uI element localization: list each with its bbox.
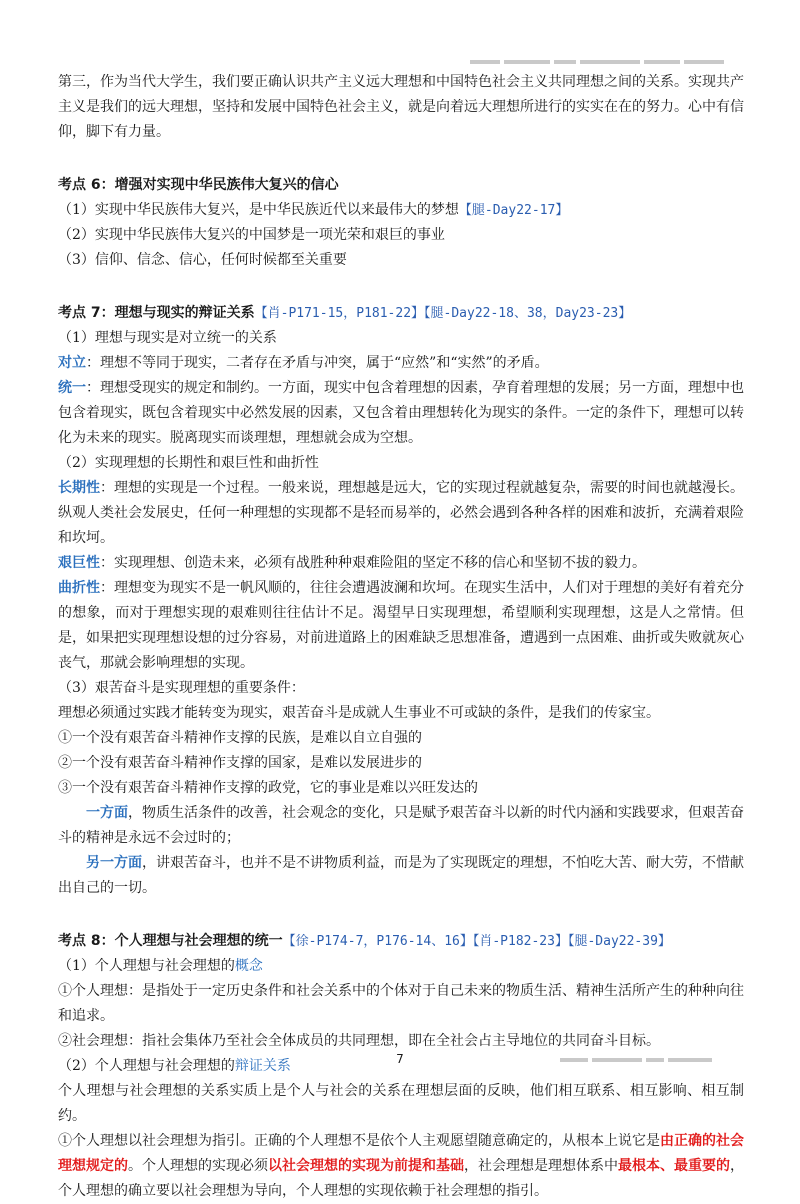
k7-opposition: 对立：理想不等同于现实，二者存在矛盾与冲突，属于“应然”和“实然”的矛盾。 [58, 355, 549, 371]
k7-tortuous: 曲折性：理想变为现实不是一帆风顺的，往往会遭遇波澜和坎坷。在现实生活中，人们对于理想的美好有着充分的想象，而对于理想实现的艰难则往往估计不足。渴望早日实现理想，希望顺利实现理想，这是人之常情。但是，如果把实现理想设想的过分容易，对前进道路上的困难缺乏思想准备，遭遇到一点困难、曲折或失败就灰心丧气，那就会影响理想的实现。 [58, 580, 744, 671]
k6-item-3: （3）信仰、信念、信心，任何时候都至关重要 [58, 252, 347, 268]
keyword-label: 曲折性 [58, 580, 100, 596]
k8-para-1: 个人理想与社会理想的关系实质上是个人与社会的关系在理想层面的反映，他们相互联系、相互影响、相互制约。 [58, 1083, 744, 1124]
k8-para-2: ①个人理想以社会理想为指引。正确的个人理想不是依个人主观愿望随意确定的，从根本上说它是由正确的社会理想规定的。个人理想的实现必须以社会理想的实现为前提和基础，社会理想是理想体系中最根本、最重要的，个人理想的确立要以社会理想为导向，个人理想的实现依赖于社会理想的指引。 [58, 1133, 744, 1199]
k8-ref: 【徐-P174-7，P176-14、16】【肖-P182-23】【腿-Day22-39】 [282, 934, 671, 949]
k7-sub-2: （2）实现理想的长期性和艰巨性和曲折性 [58, 455, 319, 471]
k7-arduous: 艰巨性：实现理想、创造未来，必须有战胜种种艰难险阻的坚定不移的信心和坚韧不拔的毅力。 [58, 555, 646, 571]
k7-unity: 统一：理想受现实的规定和制约。一方面，现实中包含着理想的因素，孕育着理想的发展；另一方面，理想中也包含着现实，既包含着现实中必然发展的因素，又包含着由理想转化为现实的条件。一定的条件下，理想可以转化为未来的现实。脱离现实而谈理想，理想就会成为空想。 [58, 380, 744, 446]
k7-on-other-hand: 另一方面，讲艰苦奋斗，也并不是不讲物质利益，而是为了实现既定的理想，不怕吃大苦、耐大劳，不惜献出自己的一切。 [58, 855, 744, 896]
k7-list-item: ②一个没有艰苦奋斗精神作支撑的国家，是难以发展进步的 [58, 755, 422, 771]
section-heading-k6: 考点 6：增强对实现中华民族伟大复兴的信心 [58, 177, 339, 193]
k8-sub-2: （2）个人理想与社会理想的辩证关系 [58, 1058, 291, 1074]
k7-long-term: 长期性：理想的实现是一个过程。一般来说，理想越是远大，它的实现过程就越复杂，需要的时间也就越漫长。纵观人类社会发展史，任何一种理想的实现都不是轻而易举的，必然会遇到各种各样的困难和波折，充满着艰险和坎坷。 [58, 480, 744, 546]
highlight-red: 由正确的社会理想规定的 [58, 1133, 744, 1174]
k6-item-1: （1）实现中华民族伟大复兴，是中华民族近代以来最伟大的梦想【腿-Day22-17】 [58, 202, 569, 218]
k7-list-item: ①一个没有艰苦奋斗精神作支撑的民族，是难以自立自强的 [58, 730, 422, 746]
section-heading-k7: 考点 7：理想与现实的辩证关系【肖-P171-15，P181-22】【腿-Day22-18、38，Day23-23】 [58, 305, 632, 321]
header-strip [470, 60, 740, 66]
k6-ref: 【腿-Day22-17】 [458, 203, 569, 218]
intro-paragraph: 第三，作为当代大学生，我们要正确认识共产主义远大理想和中国特色社会主义共同理想之间的关系。实现共产主义是我们的远大理想，坚持和发展中国特色社会主义，就是向着远大理想所进行的实实在在的努力。心中有信仰，脚下有力量。 [58, 74, 744, 140]
k7-sub-1: （1）理想与现实是对立统一的关系 [58, 330, 277, 346]
k7-list-item: ③一个没有艰苦奋斗精神作支撑的政党，它的事业是难以兴旺发达的 [58, 780, 478, 796]
footer-strip [560, 1058, 740, 1064]
k7-sub-3: （3）艰苦奋斗是实现理想的重要条件： [58, 680, 305, 696]
k8-def-2: ②社会理想：指社会集体乃至社会全体成员的共同理想，即在全社会占主导地位的共同奋斗目标。 [58, 1033, 660, 1049]
page-number: 7 [396, 1052, 404, 1066]
keyword-label: 辩证关系 [234, 1058, 291, 1074]
k7-sub-3-text: 理想必须通过实践才能转变为现实，艰苦奋斗是成就人生事业不可或缺的条件，是我们的传家宝。 [58, 705, 660, 721]
k8-def-1: ①个人理想：是指处于一定历史条件和社会关系中的个体对于自己未来的物质生活、精神生活所产生的种种向往和追求。 [58, 983, 744, 1024]
keyword-label: 对立 [58, 355, 86, 371]
document-page [58, 70, 744, 1204]
keyword-label: 概念 [234, 958, 263, 974]
k7-on-one-hand: 一方面，物质生活条件的改善，社会观念的变化，只是赋予艰苦奋斗以新的时代内涵和实践要求，但艰苦奋斗的精神是永远不会过时的； [58, 805, 744, 846]
keyword-label: 统一 [58, 380, 86, 396]
keyword-label: 长期性 [58, 480, 100, 496]
k7-ref: 【肖-P171-15，P181-22】【腿-Day22-18、38，Day23-23】 [254, 306, 632, 321]
k6-item-2: （2）实现中华民族伟大复兴的中国梦是一项光荣和艰巨的事业 [58, 227, 445, 243]
keyword-label: 一方面 [86, 805, 128, 821]
highlight-red: 以社会理想的实现为前提和基础 [268, 1158, 464, 1174]
k8-sub-1: （1）个人理想与社会理想的概念 [58, 958, 263, 974]
keyword-label: 艰巨性 [58, 555, 100, 571]
section-heading-k8: 考点 8：个人理想与社会理想的统一【徐-P174-7，P176-14、16】【肖-P182-23】【腿-Day22-39】 [58, 933, 671, 949]
keyword-label: 另一方面 [86, 855, 142, 871]
highlight-red: 最根本、最重要的 [618, 1158, 730, 1174]
